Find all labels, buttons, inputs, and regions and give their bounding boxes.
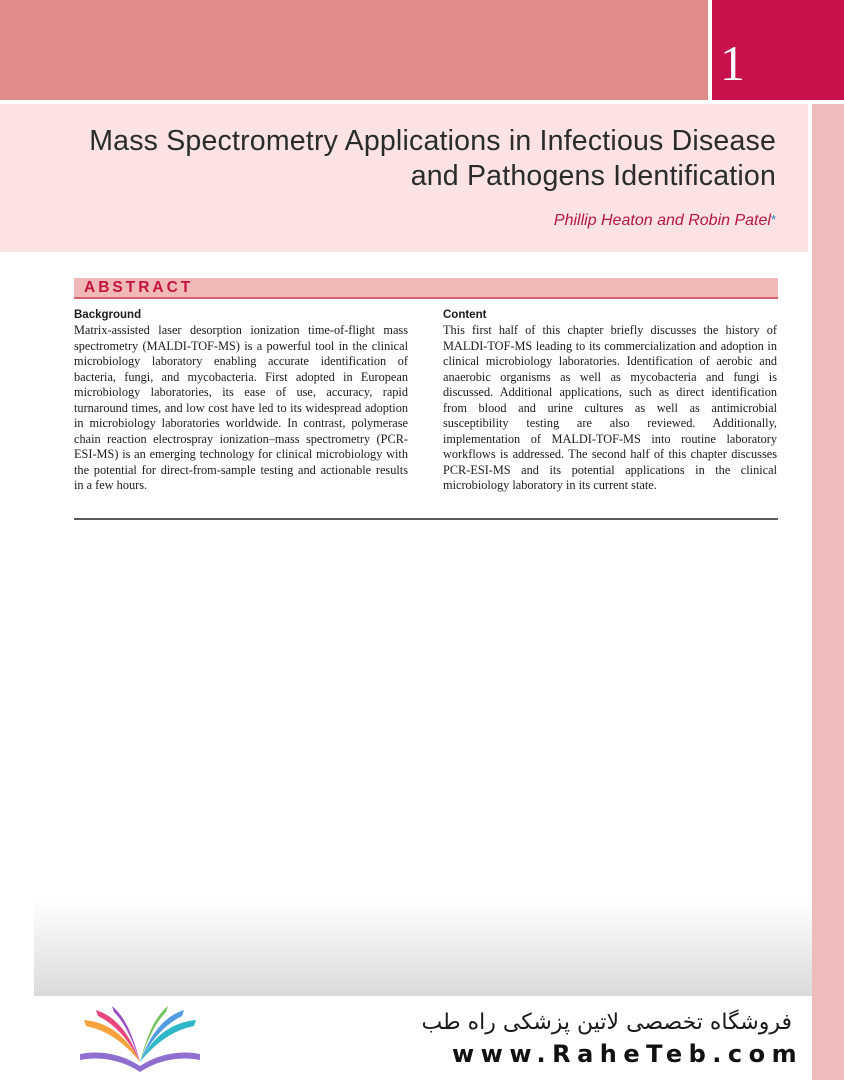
side-strip: [812, 104, 844, 1080]
abstract-heading: ABSTRACT: [84, 279, 194, 296]
background-text: Matrix-assisted laser desorption ionization time-of-flight mass spectrometry (MALDI-TOF-MS) is a powerful tool in the clinical microbiology laboratory enabling accurate identification of bacteria, fungi, and mycobacteria. First adopted in European microbiology laboratories, its ease of use, accuracy, rapid turnaround times, and low cost have led to its widespread adoption in microbiology laboratories worldwide. In contrast, polymerase chain reaction electrospray ionization–mass spectrometry (PCR-ESI-MS) is an emerging technology for clinical microbiology with the potential for direct-from-sample testing and actionable results in a few hours.: [74, 323, 408, 492]
content-heading: Content: [443, 309, 487, 321]
content-text: This first half of this chapter briefly discusses the history of MALDI-TOF-MS leading to its commercialization and adoption in clinical microbiology laboratories. Identification of aerobic and anaerobic organisms as well as mycobacteria and fungi is discussed. Additional applications, such as direct identification from blood and urine cultures as well as antimicrobial susceptibility testing are also reviewed. Additionally, implementation of MALDI-TOF-MS into routine laboratory workflows is addressed. The second half of this chapter discusses PCR-ESI-MS and its potential applications in the clinical microbiology laboratory in its current state.: [443, 323, 777, 492]
header-band: [0, 0, 708, 100]
background-heading: Background: [74, 309, 142, 321]
chapter-authors: [554, 212, 776, 230]
watermark-persian-text: فروشگاه تخصصی لاتین پزشکی راه طب: [421, 1010, 792, 1035]
abstract-heading-bar: [74, 278, 778, 299]
author-footnote-mark[interactable]: *: [770, 212, 776, 227]
abstract-content-column: [443, 308, 777, 494]
chapter-number: 1: [712, 0, 844, 100]
bottom-fade: [34, 900, 812, 996]
book-logo-icon: [78, 1004, 202, 1074]
watermark-url[interactable]: www.RaheTeb.com: [452, 1040, 804, 1068]
abstract-divider: [74, 518, 778, 520]
chapter-title: Mass Spectrometry Applications in Infectious Disease and Pathogens Identification: [89, 125, 776, 192]
abstract-background-column: [74, 308, 408, 494]
author-names: Phillip Heaton and Robin Patel: [553, 212, 771, 229]
